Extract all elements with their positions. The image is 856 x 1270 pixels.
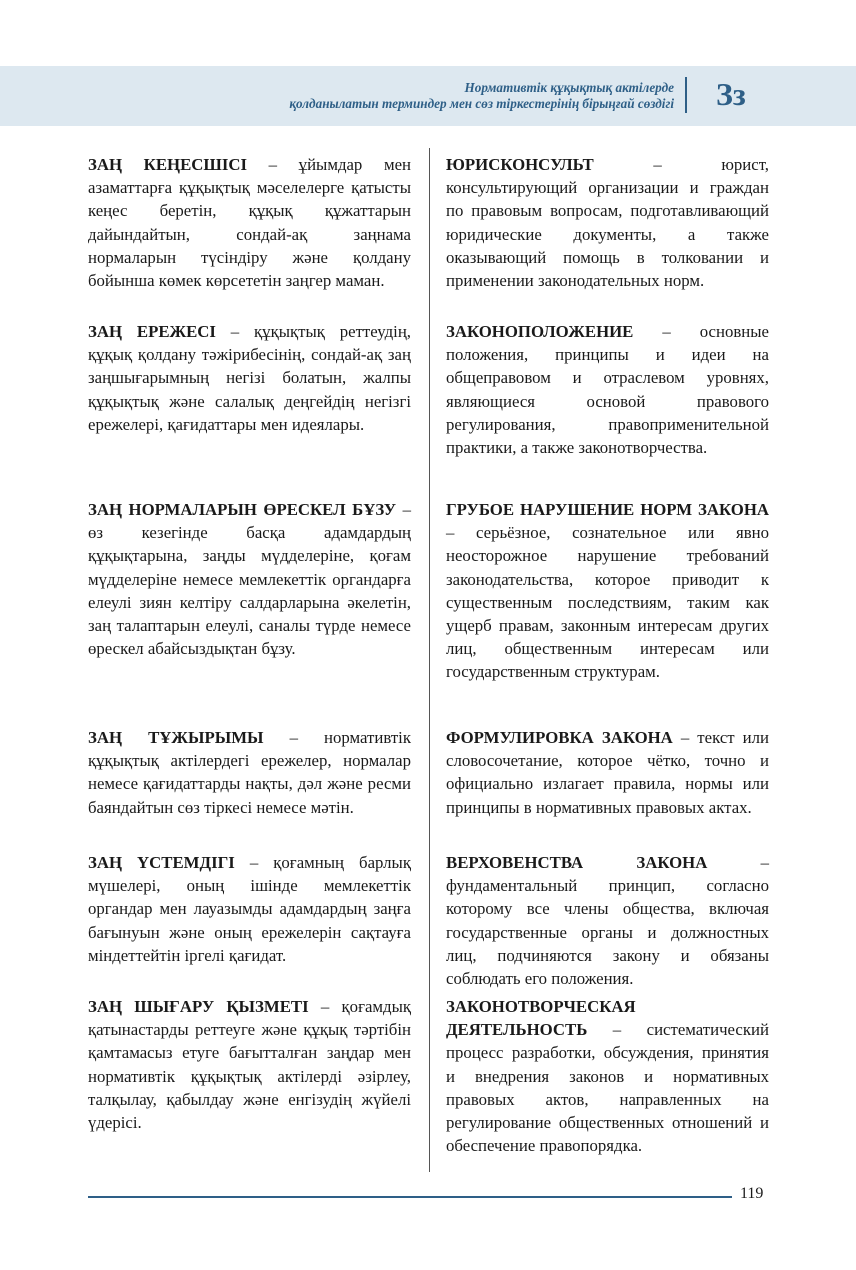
entry-definition: – ұйымдар мен азаматтарға құқықтық мәселелерге қатысты кеңес беретін, құқық құжаттарын дайындайтын, сондай-ақ заңнама нормаларын түсіндіру және қолдану бойынша көмек көрсететін заңгер маман. (88, 155, 412, 291)
entry-term: ЗАКОНОПОЛОЖЕНИЕ (446, 322, 634, 341)
glossary-entry (446, 320, 769, 459)
page-number: 119 (740, 1185, 764, 1202)
section-letter: Зз (716, 76, 746, 112)
glossary-entry (88, 320, 411, 436)
entry-definition: – серьёзное, сознательное или явно неосторожное нарушение требований законодательства, которое приводит к существенным последствиям, таким как ущерб правам, законным интересам других лиц, общественным интересам или государственным структурам. (446, 523, 769, 682)
entry-definition: – систематический процесс разработки, обсуждения, принятия и внедрения законов и нормативных правовых актов, направленных на регулирование общественных отношений и обеспечение правопорядка. (446, 1020, 769, 1156)
running-header-line-2: қолданылатын терминдер мен сөз тіркестерінің бірыңғай сөздігі (289, 96, 674, 111)
entry-term: ЗАҢ НОРМАЛАРЫН ӨРЕСКЕЛ БҰЗУ (88, 500, 397, 519)
entry-definition: – юрист, консультирующий организации и граждан по правовым вопросам, подготавливающий юридические документы, а также оказывающий помощь в толковании и применении законодательных норм. (446, 155, 769, 291)
glossary-entry (88, 851, 411, 967)
glossary-entry (88, 995, 411, 1134)
footer-rule (88, 1196, 732, 1198)
entry-term: ЗАҢ ШЫҒАРУ ҚЫЗМЕТІ (88, 997, 309, 1016)
glossary-entry (446, 995, 769, 1157)
entry-definition: – фундаментальный принцип, согласно которому все члены общества, включая государственные органы и должностных лиц, подчиняются закону и обязаны соблюдать его положения. (446, 853, 769, 989)
entry-term: ФОРМУЛИРОВКА ЗАКОНА (446, 728, 673, 747)
entry-term: ВЕРХОВЕНСТВА ЗАКОНА (446, 853, 708, 872)
entry-term: ЗАҢ ЕРЕЖЕСІ (88, 322, 216, 341)
glossary-entry (88, 153, 411, 292)
entry-term: ЗАҢ ҮСТЕМДІГІ (88, 853, 235, 872)
entry-definition: – қоғамдық қатынастарды реттеуге және құқық тәртібін қамтамасыз етуге бағытталған заңдар мен нормативтік құқықтық актілерді әзірлеу, талқылау, қабылдау және енгізудің жүйелі үдерісі. (88, 997, 411, 1133)
glossary-entry (446, 726, 769, 819)
entry-definition: – текст или словосочетание, которое чётко, точно и официально излагает правила, нормы или принципы в нормативных правовых актах. (446, 728, 769, 817)
entry-term: ГРУБОЕ НАРУШЕНИЕ НОРМ ЗАКОНА (446, 500, 769, 519)
entry-definition: – основные положения, принципы и идеи на общеправовом и отраслевом уровнях, являющиеся основой правового регулирования, правоприменительной практики, а также законотворчества. (446, 322, 769, 458)
entry-term: ЮРИСКОНСУЛЬТ (446, 155, 594, 174)
glossary-entry (88, 498, 411, 660)
entry-definition: – нормативтік құқықтық актілердегі ережелер, нормалар немесе қағидаттарды нақты, дәл және ресми баяндайтын сөз тіркесі немесе мәтін. (88, 728, 411, 817)
glossary-entry (88, 726, 411, 819)
header-divider (685, 77, 687, 113)
glossary-entry (446, 498, 769, 684)
entry-definition: – қоғамның барлық мүшелері, оның ішінде мемлекеттік органдар мен лауазымды адамдардың заңға бағынуын және оның ережелерін сақтауға міндеттейтін іргелі қағидат. (88, 853, 411, 965)
running-header-line-1: Нормативтік құқықтық актілерде (464, 80, 674, 95)
entry-term: ЗАКОНОТВОРЧЕСКАЯ ДЕЯТЕЛЬНОСТЬ (446, 997, 636, 1040)
glossary-entry (446, 851, 769, 990)
entry-definition: – құқықтық реттеудің, құқық қолдану тәжірибесінің, сондай-ақ заң заңшығарымның негізі болатын, жалпы құқықтық және салалық деңгейдің негізгі ережелері, қағидаттары мен идеялары. (88, 322, 412, 434)
running-header (289, 80, 674, 112)
entry-term: ЗАҢ КЕҢЕСШІСІ (88, 155, 248, 174)
column-divider (429, 148, 430, 1172)
entry-term: ЗАҢ ТҰЖЫРЫМЫ (88, 728, 264, 747)
entry-definition: – өз кезегінде басқа адамдардың құқықтарына, заңды мүдделеріне, қоғам мүдделеріне немесе мемлекеттік органдарға елеулі зиян келтіру салдарларына әкелетін, заң талаптарын елеулі, саналы түрде немесе өрескел абайсыздықтан бұзу. (88, 500, 411, 659)
glossary-entry (446, 153, 769, 292)
